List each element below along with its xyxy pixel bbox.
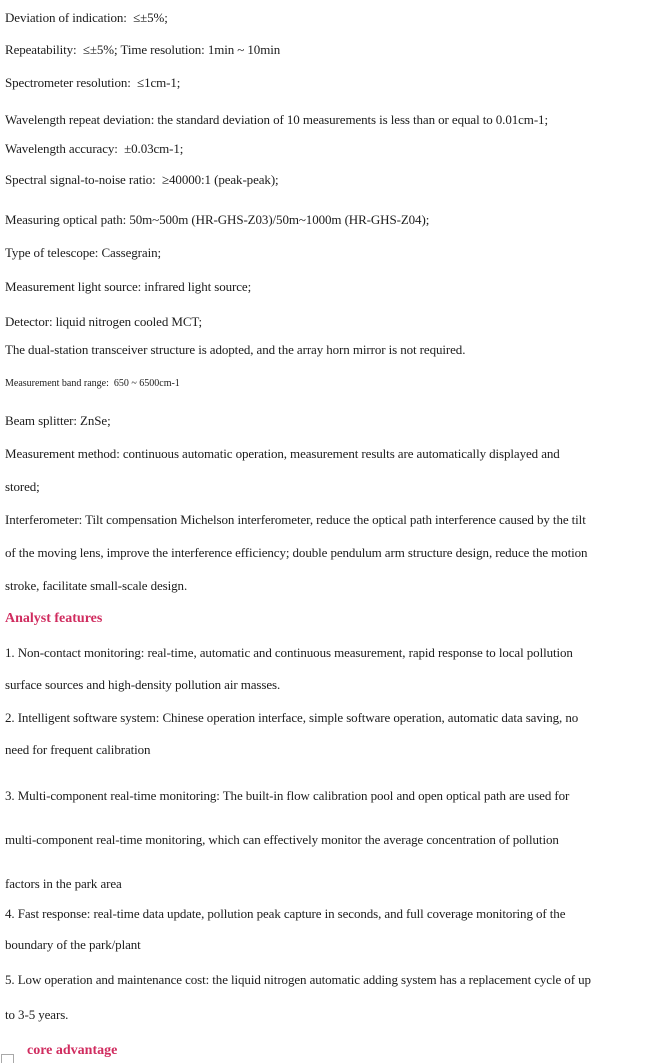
feature-line-5b: to 3-5 years. [5,1007,69,1022]
spec-line-detector: Detector: liquid nitrogen cooled MCT; [5,314,203,329]
spec-line-beam-splitter: Beam splitter: ZnSe; [5,413,111,428]
spec-line-interferometer-3: stroke, facilitate small-scale design. [5,578,188,593]
feature-line-3b: multi-component real-time monitoring, which can effectively monitor the average concentration of pollution [5,832,559,847]
spec-line-repeatability: Repeatability: ≤±5%; Time resolution: 1min ~ 10min [5,42,281,57]
feature-line-2a: 2. Intelligent software system: Chinese operation interface, simple software operation, automatic data saving, no [5,710,579,725]
spec-line-telescope-type: Type of telescope: Cassegrain; [5,245,162,260]
spec-line-measuring-optical-path: Measuring optical path: 50m~500m (HR-GHS-Z03)/50m~1000m (HR-GHS-Z04); [5,212,430,227]
feature-line-1a: 1. Non-contact monitoring: real-time, automatic and continuous measurement, rapid response to local pollution [5,645,573,660]
feature-line-1b: surface sources and high-density pollution air masses. [5,677,281,692]
spec-line-interferometer-1: Interferometer: Tilt compensation Michelson interferometer, reduce the optical path interference caused by the tilt [5,512,586,527]
spec-line-transceiver-structure: The dual-station transceiver structure is adopted, and the array horn mirror is not required. [5,342,466,357]
spec-line-measurement-band-range: Measurement band range: 650 ~ 6500cm-1 [5,378,180,389]
spec-line-measurement-method-2: stored; [5,479,40,494]
feature-line-3c: factors in the park area [5,876,122,891]
feature-line-5a: 5. Low operation and maintenance cost: the liquid nitrogen automatic adding system has a replacement cycle of up [5,972,591,987]
spec-line-deviation-of-indication: Deviation of indication: ≤±5%; [5,10,168,25]
spec-line-light-source: Measurement light source: infrared light source; [5,279,252,294]
spec-line-measurement-method-1: Measurement method: continuous automatic operation, measurement results are automatically displayed and [5,446,560,461]
spec-line-wavelength-accuracy: Wavelength accuracy: ±0.03cm-1; [5,141,184,156]
feature-line-3a: 3. Multi-component real-time monitoring: The built-in flow calibration pool and open optical path are used for [5,788,570,803]
feature-line-2b: need for frequent calibration [5,742,151,757]
spec-line-wavelength-repeat-deviation: Wavelength repeat deviation: the standard deviation of 10 measurements is less than or equal to 0.01cm-1; [5,112,548,127]
spec-line-spectrometer-resolution: Spectrometer resolution: ≤1cm-1; [5,75,181,90]
feature-line-4a: 4. Fast response: real-time data update, pollution peak capture in seconds, and full coverage monitoring of the [5,906,566,921]
cutoff-box-corner [1,1054,14,1063]
core-advantage-heading: core advantage [27,1043,118,1058]
spec-line-signal-to-noise: Spectral signal-to-noise ratio: ≥40000:1 (peak-peak); [5,172,279,187]
spec-line-interferometer-2: of the moving lens, improve the interference efficiency; double pendulum arm structure design, reduce the motion [5,545,588,560]
feature-line-4b: boundary of the park/plant [5,937,141,952]
analyst-features-heading: Analyst features [5,611,103,626]
